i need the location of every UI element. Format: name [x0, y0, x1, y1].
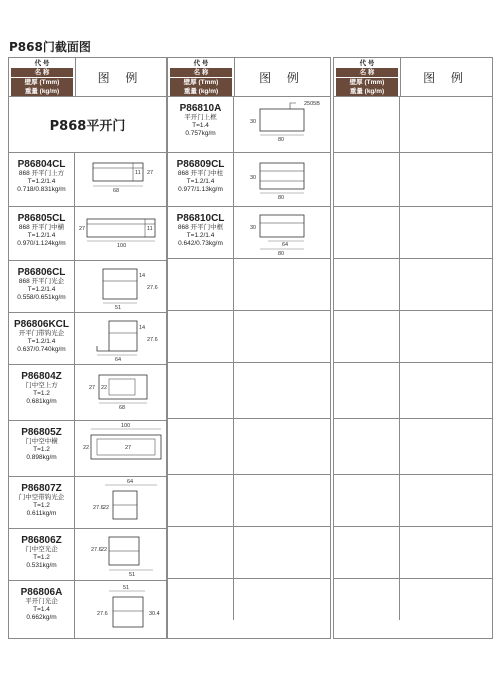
- dimension-label: 14: [139, 325, 146, 331]
- empty-row: [334, 259, 492, 311]
- profile-code: P86806KCL: [13, 319, 70, 330]
- header-name: 名 称: [170, 68, 232, 77]
- dimension-label: 22: [103, 505, 110, 511]
- dimension-label: 68: [119, 405, 126, 411]
- profile-weight: 0.531kg/m: [26, 562, 57, 569]
- profile-thickness: T=1.4: [192, 122, 209, 129]
- profile-row: [9, 529, 166, 581]
- page-title: P868门截面图: [9, 40, 91, 54]
- profile-weight: 0.757kg/m: [185, 130, 216, 137]
- dimension-label: 27: [147, 170, 154, 176]
- dimension-label: 51: [123, 585, 130, 591]
- cross-section-figure: [75, 365, 167, 421]
- empty-row: [168, 475, 330, 527]
- profile-code: P86804Z: [21, 371, 62, 382]
- profile-drawing: [75, 313, 166, 364]
- profile-weight: 0.611kg/m: [26, 510, 57, 517]
- profile-drawing: [75, 153, 166, 206]
- profile-code: P86805CL: [17, 213, 66, 224]
- dimension-label: 51: [129, 572, 136, 578]
- header-weight: 重量 (kg/m): [336, 87, 398, 96]
- profile-drawing: [75, 529, 166, 580]
- profile-drawing: [75, 421, 166, 476]
- profile-thickness: T=1.2/1.4: [27, 286, 56, 293]
- empty-row: [168, 419, 330, 475]
- profile-thickness: T=1.2: [33, 554, 50, 561]
- profile-weight: 0.977/1.13kg/m: [178, 186, 223, 193]
- cross-section-figure: [234, 207, 331, 259]
- profile-thickness: T=1.2: [33, 502, 50, 509]
- profile-row: [168, 97, 330, 153]
- empty-row: [168, 579, 330, 620]
- profile-weight: 0.681kg/m: [26, 398, 57, 405]
- profile-row: [9, 261, 166, 313]
- profile-name: 平开门光企: [25, 598, 58, 605]
- empty-row: [168, 259, 330, 311]
- column-header: [9, 58, 166, 97]
- profile-thickness: T=1.2: [33, 446, 50, 453]
- header-code: 代 号: [170, 59, 232, 68]
- profile-row: [9, 153, 166, 207]
- profile-row: [9, 421, 166, 477]
- profile-code: P86810CL: [176, 213, 225, 224]
- dimension-label: 11: [135, 170, 141, 176]
- dimension-label: 64: [127, 479, 134, 485]
- profile-row: [9, 477, 166, 529]
- dimension-label: 27: [79, 226, 86, 232]
- profile-row: [9, 365, 166, 421]
- column-header: [334, 58, 492, 97]
- dimension-label: 22: [101, 547, 108, 553]
- profile-drawing: [75, 365, 166, 420]
- profile-code: P86805Z: [21, 427, 62, 438]
- dimension-label: 27: [125, 445, 132, 451]
- catalog-column-2: [167, 57, 331, 639]
- profile-weight: 0.558/0.651kg/m: [17, 294, 66, 301]
- column-header: [168, 58, 330, 97]
- cross-section-figure: [75, 261, 167, 313]
- header-thickness: 壁厚 (Tmm): [336, 78, 398, 87]
- profile-row: [168, 153, 330, 207]
- cross-section-figure: [75, 207, 167, 261]
- header-name: 名 称: [11, 68, 73, 77]
- header-weight: 重量 (kg/m): [11, 87, 73, 96]
- profile-row: [168, 207, 330, 259]
- profile-code: P86809CL: [176, 159, 225, 170]
- profile-name: 平开门上框: [184, 114, 217, 121]
- profile-thickness: T=1.2/1.4: [186, 232, 215, 239]
- profile-weight: 0.970/1.124kg/m: [17, 240, 66, 247]
- profile-name: 868 开平门中横: [18, 224, 65, 231]
- dimension-label: 64: [115, 357, 122, 363]
- empty-row: [334, 97, 492, 153]
- empty-row: [334, 311, 492, 363]
- profile-row: [9, 313, 166, 365]
- header-thickness: 壁厚 (Tmm): [170, 78, 232, 87]
- series-title: P868平开门: [49, 119, 126, 134]
- profile-row: [9, 207, 166, 261]
- profile-row: [9, 581, 166, 638]
- profile-drawing: [234, 153, 330, 206]
- empty-row: [334, 527, 492, 579]
- profile-code: P86810A: [179, 103, 222, 114]
- profile-weight: 0.662kg/m: [26, 614, 57, 621]
- header-weight: 重量 (kg/m): [170, 87, 232, 96]
- cross-section-figure: [75, 529, 167, 581]
- profile-weight: 0.642/0.73kg/m: [178, 240, 223, 247]
- empty-row: [334, 475, 492, 527]
- dimension-label: 68: [113, 188, 120, 194]
- profile-code: P86806Z: [21, 535, 62, 546]
- profile-name: 868 开平门上方: [18, 170, 65, 177]
- dimension-label: 11: [147, 226, 153, 232]
- header-code: 代 号: [336, 59, 398, 68]
- profile-code: P86807Z: [21, 483, 62, 494]
- empty-row: [334, 207, 492, 259]
- profile-name: 868 开平门中柱: [177, 170, 224, 177]
- header-thickness: 壁厚 (Tmm): [11, 78, 73, 87]
- profile-weight: 0.898kg/m: [26, 454, 57, 461]
- profile-drawing: [75, 581, 166, 638]
- series-title-cell: [9, 97, 166, 153]
- empty-row: [168, 363, 330, 419]
- dimension-label: 22: [101, 385, 108, 391]
- cross-section-figure: [75, 477, 167, 529]
- empty-row: [334, 579, 492, 620]
- profile-name: 868 开平门光企: [18, 278, 65, 285]
- profile-thickness: T=1.4: [33, 606, 50, 613]
- dimension-label: 27: [89, 385, 96, 391]
- dimension-label: 30: [250, 119, 257, 125]
- profile-name: 门中空上方: [25, 382, 58, 389]
- profile-thickness: T=1.2: [33, 390, 50, 397]
- dimension-label: 27.6: [91, 547, 102, 553]
- profile-thickness: T=1.2/1.4: [27, 178, 56, 185]
- dimension-label: 22: [83, 445, 90, 451]
- dimension-label: 30: [250, 175, 257, 181]
- dimension-label: 80: [278, 137, 285, 143]
- profile-thickness: T=1.2/1.4: [27, 338, 56, 345]
- cross-section-figure: [75, 421, 167, 477]
- profile-name: 868 开平门中框: [177, 224, 224, 231]
- header-legend: 图 例: [97, 70, 144, 85]
- cross-section-figure: [75, 581, 167, 638]
- profile-drawing: [75, 207, 166, 260]
- profile-drawing: [75, 261, 166, 312]
- header-name: 名 称: [336, 68, 398, 77]
- dimension-label: 27.6: [93, 505, 104, 511]
- header-legend: 图 例: [423, 70, 469, 85]
- dimension-label: 27.6: [147, 337, 158, 343]
- dimension-label: 14: [139, 273, 146, 279]
- profile-code: P86804CL: [17, 159, 66, 170]
- cross-section-figure: [75, 153, 167, 207]
- header-legend: 图 例: [259, 70, 305, 85]
- profile-name: 门中空中横: [25, 438, 58, 445]
- catalog-column-3: [333, 57, 493, 639]
- dimension-label: 80: [278, 195, 285, 201]
- profile-thickness: T=1.2/1.4: [27, 232, 56, 239]
- dimension-label: 30.4: [149, 611, 160, 617]
- cross-section-figure: [75, 313, 167, 365]
- header-code: 代 号: [11, 59, 73, 68]
- dimension-label: 30: [250, 225, 257, 231]
- dimension-label: 64: [282, 242, 289, 248]
- profile-code: P86806CL: [17, 267, 66, 278]
- profile-weight: 0.637/0.740kg/m: [17, 346, 66, 353]
- dimension-label: 100: [117, 243, 127, 249]
- dimension-label: 27.6: [97, 611, 108, 617]
- dimension-label: 2505B: [304, 101, 320, 107]
- cross-section-figure: [234, 97, 331, 153]
- profile-name: 门中空光企: [25, 546, 58, 553]
- profile-thickness: T=1.2/1.4: [186, 178, 215, 185]
- profile-drawing: [75, 477, 166, 528]
- profile-drawing: [234, 97, 330, 152]
- empty-row: [168, 527, 330, 579]
- empty-row: [334, 153, 492, 207]
- profile-name: 门中空带钩光企: [18, 494, 65, 501]
- cross-section-figure: [234, 153, 331, 207]
- profile-weight: 0.718/0.831kg/m: [17, 186, 66, 193]
- empty-row: [334, 363, 492, 419]
- profile-code: P86806A: [20, 587, 63, 598]
- dimension-label: 51: [115, 305, 122, 311]
- empty-row: [334, 419, 492, 475]
- dimension-label: 27.6: [147, 285, 158, 291]
- empty-row: [168, 311, 330, 363]
- dimension-label: 100: [121, 423, 131, 429]
- profile-drawing: [234, 207, 330, 258]
- profile-name: 开平门带钩光企: [18, 330, 65, 337]
- catalog-column-1: [8, 57, 167, 639]
- dimension-label: 80: [278, 251, 285, 257]
